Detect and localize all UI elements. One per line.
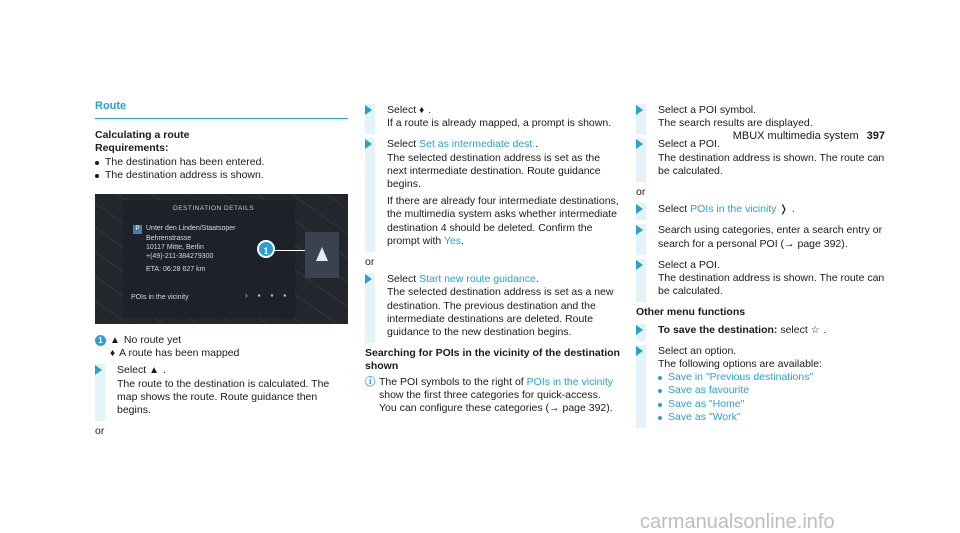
route-icon: ♦ [419,105,425,116]
step-arrow-icon [636,225,643,235]
step-arrow-icon [636,325,643,335]
street: Behrenstrasse [146,235,192,243]
legend-1b: ♦ A route has been mapped [110,347,240,360]
legend-number: 1 [95,335,106,346]
requirement-item: The destination address is shown. [95,169,348,182]
route-icon: ♦ [110,348,116,360]
pois-vicinity-link: POIs in the vicinity [690,203,777,216]
step-pois-vicinity: Select POIs in the vicinity ❭ . [636,203,890,216]
option-item: Save as "Home" [658,398,890,411]
step-new-guidance: Select Start new route guidance. The selected destination address is set as a new destination. The previous destination and the intermediate destinations are deleted. Route guidance to the new destination begins. [365,273,620,339]
navigate-arrow-icon [316,247,328,261]
requirement-item: The destination has been entered. [95,156,348,169]
or-text: or [636,186,646,199]
step-arrow-icon [636,346,643,356]
poi-heading: Searching for POIs in the vicinity of the destination shown [365,347,620,373]
column-3 [636,100,890,432]
option-item: Save as "Work" [658,411,890,424]
step-save: To save the destination: select ☆ . [636,324,890,337]
or-text: or [95,425,105,438]
destination-details-screenshot [95,194,348,324]
step-select-poi: Select a POI. The destination address is shown. The route can be calculated. [636,138,890,178]
yes-link: Yes [444,234,462,247]
poi-symbols-icon: ›▪▪▪ [245,290,297,300]
column-2 [365,100,620,415]
pois-vicinity-link: POIs in the vicinity [526,375,614,388]
pois-vicinity-item: POIs in the vicinity [131,294,189,302]
set-intermediate-link: Set as intermediate dest. [419,138,536,151]
parking-icon: P [133,225,142,234]
callout-line [273,250,305,251]
step-arrow-icon [365,139,372,149]
step-arrow-icon [636,204,643,214]
step-arrow-icon [95,365,102,375]
column-1 [95,100,348,438]
step-select-route: Select ♦ . If a route is already mapped, a prompt is shown. [365,104,620,130]
panel-title: DESTINATION DETAILS [173,205,255,213]
step-option: Select an option. The following options are available: Save in "Previous destinations" Save as favourite Save as "Home" Save as "Work" [636,345,890,424]
place-name: Unter den Linden/Staatsoper [146,225,236,233]
section-title: Route [95,100,348,119]
start-new-guidance-link: Start new route guidance [419,273,536,286]
step-search: Search using categories, enter a search entry or search for a personal POI (→ page 392). [636,224,890,250]
chevron-right-icon: ❭ [779,204,788,216]
phone: +(49)-211-384279300 [146,253,214,261]
star-icon: ☆ [810,324,820,336]
watermark: carmanualsonline.info [640,510,835,533]
requirements-label: Requirements: [95,142,169,155]
header-title: MBUX multimedia system [732,130,859,142]
tip-icon: ⓘ [365,375,376,388]
callout-1: 1 [257,240,275,258]
other-heading: Other menu functions [636,306,746,319]
page-number: 397 [866,130,885,142]
step-poi-symbol: Select a POI symbol. The search results are displayed. [636,104,890,130]
step-arrow-icon [636,105,643,115]
poi-tip: ⓘ The POI symbols to the right of POIs in the vicinity show the first three categories for quick-access. You can configure these categories (→ page 392). [365,375,614,415]
city: 10117 Mitte, Berlin [146,244,204,252]
step-arrow-icon [365,105,372,115]
step-arrow-icon [636,139,643,149]
step-arrow-icon [636,260,643,270]
or-text: or [365,256,375,269]
arrow-up-icon: ▲ [149,365,160,377]
legend-1a: 1 ▲ No route yet [95,334,348,347]
arrow-up-icon: ▲ [110,335,120,347]
navigate-button [305,232,339,278]
option-item: Save as favourite [658,384,890,397]
step-select-poi-2: Select a POI. The destination address is shown. The route can be calculated. [636,259,890,299]
option-item: Save in "Previous destinations" [658,371,890,384]
place-info [133,224,236,274]
calc-heading: Calculating a route [95,129,190,142]
eta: ETA: 06:28 627 km [146,266,206,274]
step-select-arrow: Select ▲ . The route to the destination is calculated. The map shows the route. Route guidance then begins. [95,364,348,417]
step-arrow-icon [365,274,372,284]
step-intermediate: Select Set as intermediate dest.. The selected destination address is set as the next intermediate destination. Route guidance begins. If there are already four intermediate destinations, the multimedia system asks whether intermediate destination 4 should be deleted. Confirm the prompt with Yes. [365,138,620,248]
